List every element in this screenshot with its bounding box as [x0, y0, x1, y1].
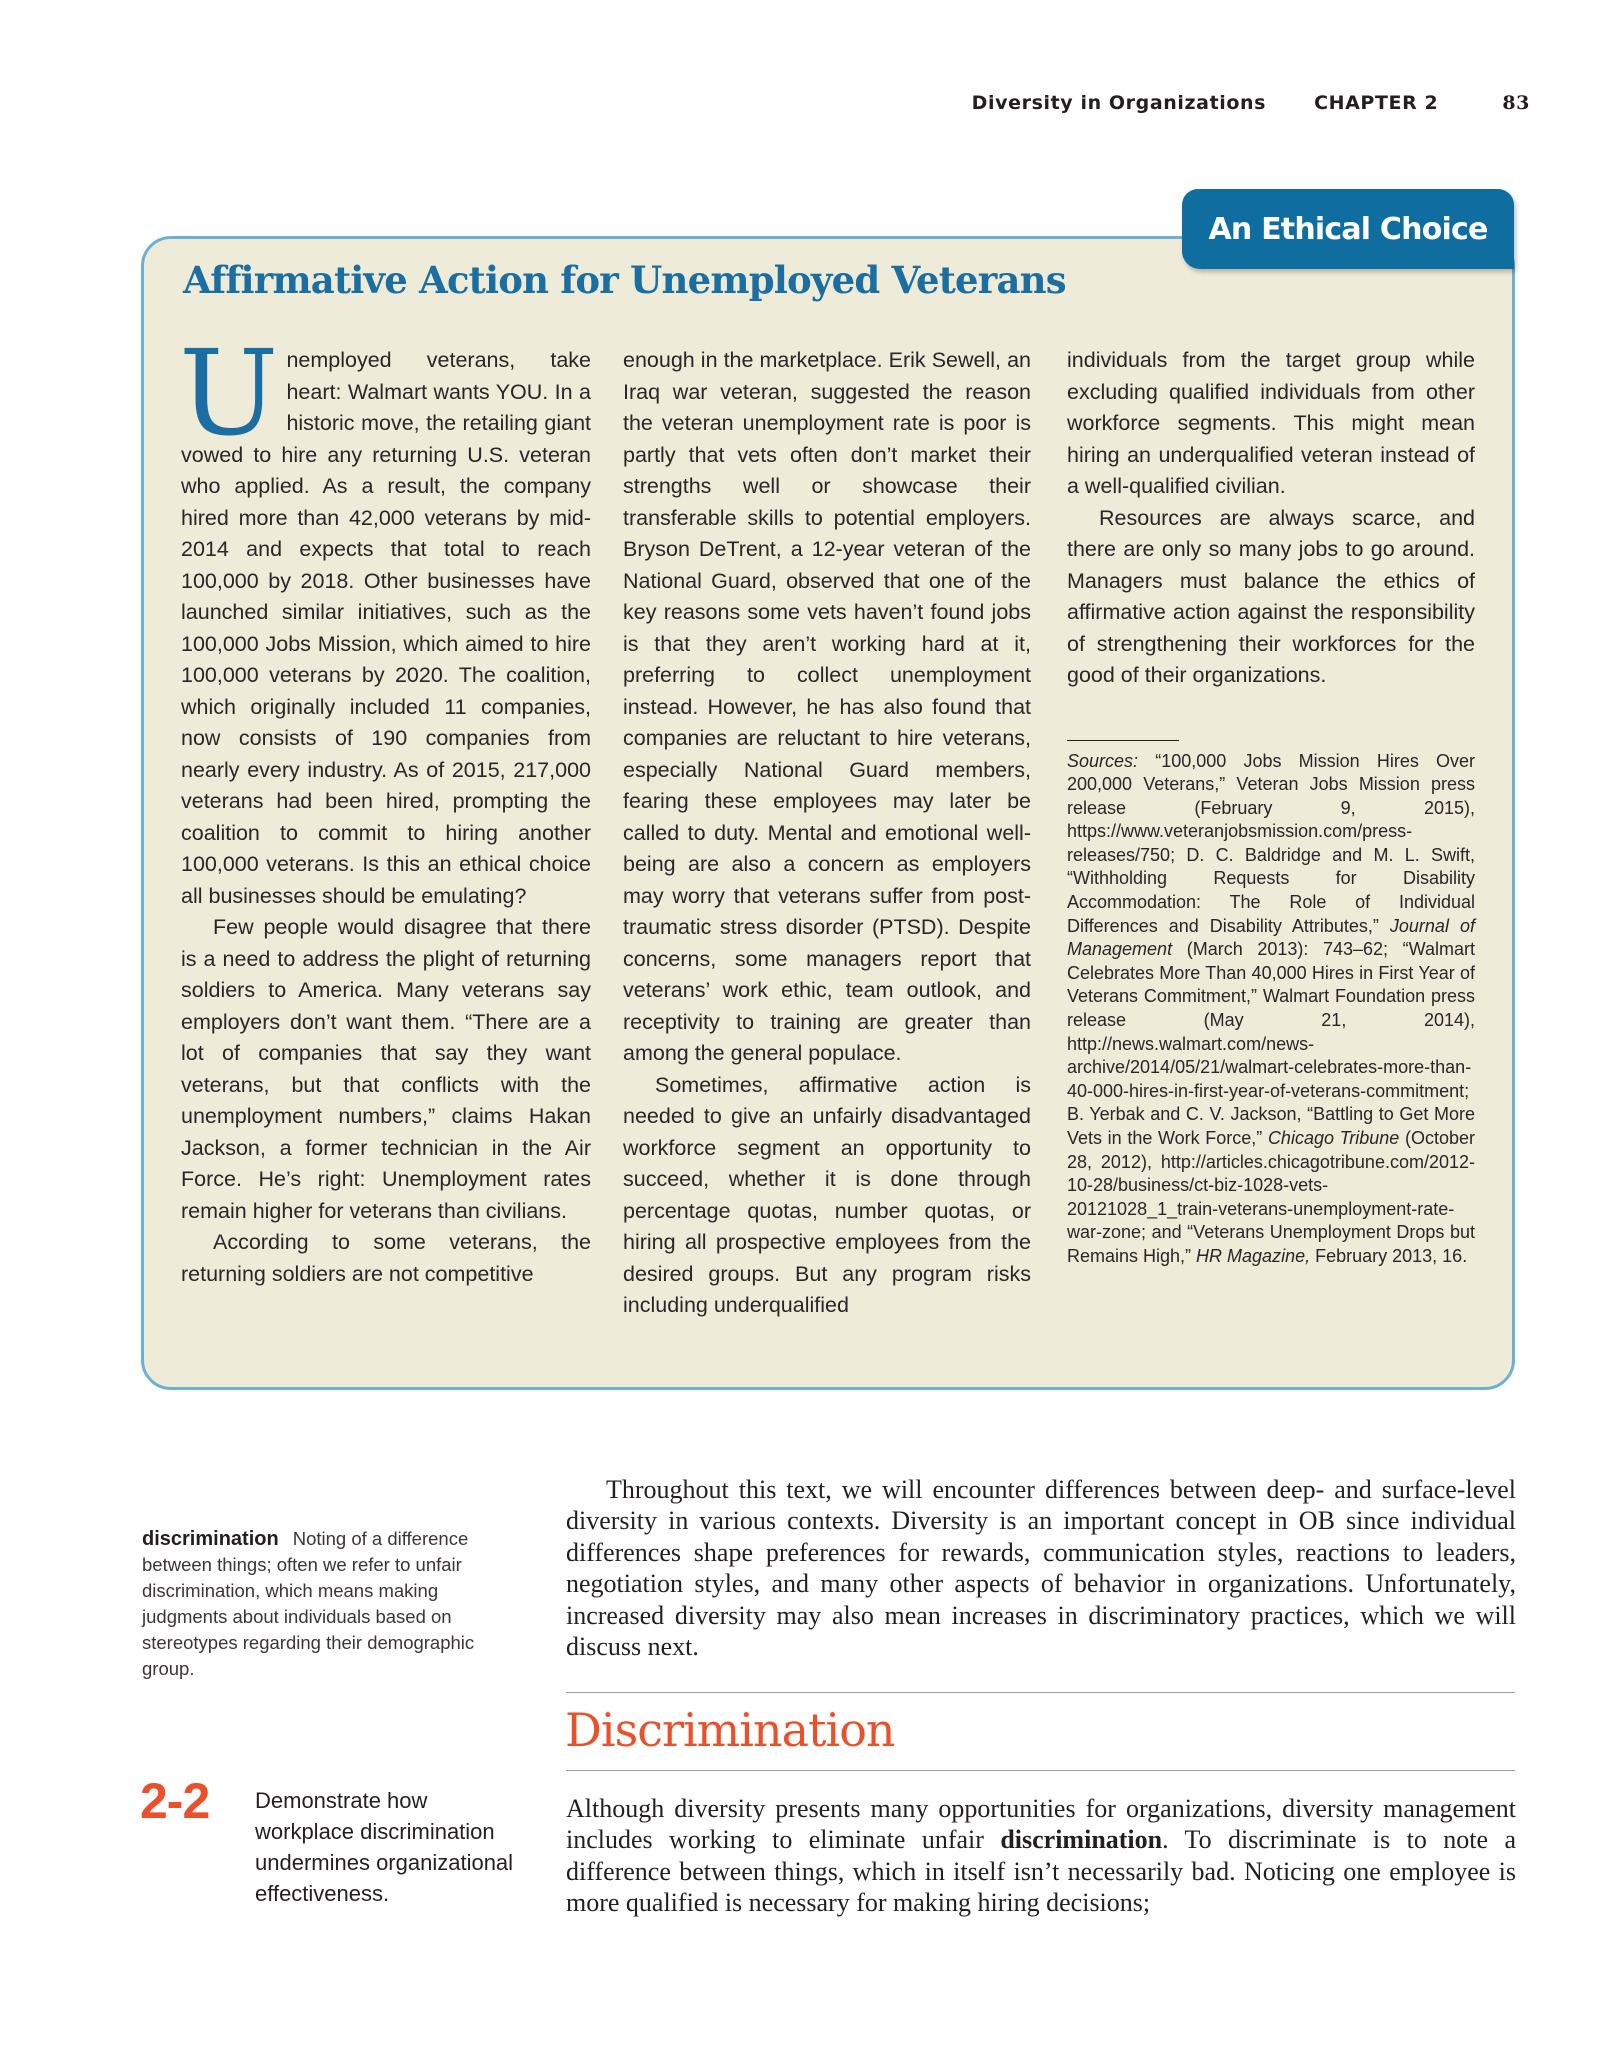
paragraph-text: . To discriminate is to note a difference between things, which in itself isn’t necessarily bad. Noticing one employee is more qualified is necessary for making hiring decisions; — [566, 1825, 1516, 1918]
book-section-title: Diversity in Organizations — [971, 92, 1267, 114]
paragraph-text: Although diversity presents many opportunities for organizations, diversity management includes working to eliminate unfair — [566, 1794, 1516, 1855]
box-paragraph: Few people would disagree that there is a need to address the plight of returning soldiers to America. Many veterans say employers don’t want them. “There are a lot of companies that say they want veterans, but that conflicts with the unemployment numbers,” claims Hakan Jackson, a former technician in the Air Force. He’s right: Unemployment rates remain higher for veterans than civilians. — [181, 915, 591, 1223]
box-title: Affirmative Action for Unemployed Veterans — [183, 258, 1066, 302]
box-paragraph: Sometimes, affirmative action is needed to give an unfairly disadvantaged workforce segment an opportunity to succeed, whether it is done through percentage quotas, number quotas, or hiring all prospective employees from the desired groups. But any program risks including underqualified — [623, 1072, 1031, 1317]
learning-objective-text: Demonstrate how workplace discrimination undermines organizational effectiveness. — [255, 1788, 514, 1906]
box-paragraph-text: nemployed veterans, take heart: Walmart wants YOU. In a historic move, the retailing giant vowed to hire any returning U.S. veteran who applied. As a result, the company hired more than 42,000 veterans by mid-2014 and expects that total to reach 100,000 by 2018. Other businesses have launched similar initiatives, such as the 100,000 Jobs Mission, which aimed to hire 100,000 veterans by 2020. The coalition, which originally included 11 companies, now consists of 190 companies from nearly every industry. As of 2015, 217,000 veterans had been hired, prompting the coalition to commit to hiring another 100,000 veterans. Is this an ethical choice all businesses should be emulating? — [181, 348, 591, 908]
discrimination-paragraph — [566, 1793, 1516, 1919]
sources-text: (October 28, 2012), http://articles.chicagotribune.com/2012-10-28/business/ct-biz-1028-vets-20121028_1_train-veterans-unemployment-rate-war-zone; and “Veterans Unemployment Drops but Remains High,” — [1067, 1128, 1475, 1266]
learning-objective-number: 2-2 — [140, 1773, 210, 1829]
box-column-3 — [1067, 345, 1475, 1269]
heading-rule-top — [566, 1692, 1515, 1693]
section-heading: Discrimination — [565, 1703, 895, 1757]
box-column-1 — [179, 324, 591, 1290]
margin-definition — [142, 1526, 520, 1682]
sources-text: “100,000 Jobs Mission Hires Over 200,000 Veterans,” Veteran Jobs Mission press release (February 9, 2015), https://www.veteranjobsmission.com/press-releases/750; D. C. Baldridge and M. L. Swift, “Withholding Requests for Disability Accommodation: The Role of Individual Differences and Disability Attributes,” — [1067, 750, 1475, 936]
sources-journal: Chicago Tribune — [1267, 1128, 1400, 1148]
sources-divider — [1067, 740, 1179, 741]
box-paragraph: individuals from the target group while excluding qualified individuals from other workforce segments. This might mean hiring an underqualified veteran instead of a well-qualified civilian. — [1067, 348, 1475, 498]
heading-rule-bottom — [566, 1770, 1515, 1771]
box-column-2 — [623, 345, 1031, 1322]
drop-cap: U — [179, 324, 279, 462]
definition-text: Noting of a difference between things; often we refer to unfair discrimination, which means making judgments about individuals based on stereotypes regarding their demographic group. — [142, 1528, 475, 1679]
sources-label: Sources: — [1067, 750, 1139, 771]
sources-note — [1067, 750, 1475, 1269]
ethical-choice-tab: An Ethical Choice — [1182, 189, 1514, 269]
box-paragraph: According to some veterans, the returning soldiers are not competitive — [181, 1230, 591, 1286]
box-paragraph: Resources are always scarce, and there are only so many jobs to go around. Managers must balance the ethics of affirmative action against the responsibility of strengthening their workforces for the good of their organizations. — [1067, 505, 1475, 687]
intro-paragraph: Throughout this text, we will encounter differences between deep- and surface-level diversity in various contexts. Diversity is an important concept in OB since individual differences shape preferences for rewards, communication styles, reactions to leaders, negotiation styles, and many other aspects of behavior in organizations. Unfortunately, increased diversity may also mean increases in discriminatory practices, which we will discuss next. — [566, 1475, 1516, 1662]
key-term: discrimination — [1000, 1825, 1163, 1855]
sources-text: (March 2013): 743–62; “Walmart Celebrates More Than 40,000 Hires in First Year of Veterans Commitment,” Walmart Foundation press release (May 21, 2014), http://news.walmart.com/news-archive/2014/05/21/walmart-celebrates-more-than-40-000-hires-in-first-year-of-veterans-commitment; B. Yerbak and C. V. Jackson, “Battling to Get More Vets in the Work Force,” — [1067, 939, 1475, 1148]
definition-term: discrimination — [142, 1528, 279, 1550]
box-paragraph: enough in the marketplace. Erik Sewell, an Iraq war veteran, suggested the reason the veteran unemployment rate is poor is partly that vets often don’t market their strengths well or showcase their transferable skills to potential employers. Bryson DeTrent, a 12-year veteran of the National Guard, observed that one of the key reasons some vets haven’t found jobs is that they aren’t working hard at it, preferring to collect unemployment instead. However, he has also found that companies are reluctant to hire veterans, especially National Guard members, fearing these employees may later be called to duty. Mental and emotional well-being are also a concern as employers may worry that veterans suffer from post-traumatic stress disorder (PTSD). Despite concerns, some managers report that veterans’ work ethic, team outlook, and receptivity to training are greater than among the general populace. — [623, 348, 1031, 1065]
box-paragraph — [179, 324, 591, 912]
sources-text: February 2013, 16. — [1310, 1245, 1468, 1266]
sources-journal: Journal of Management — [1067, 915, 1475, 960]
sources-journal: HR Magazine, — [1196, 1245, 1311, 1266]
running-header — [972, 92, 1530, 114]
page-number: 83 — [1502, 92, 1530, 114]
chapter-label: CHAPTER 2 — [1314, 92, 1439, 114]
